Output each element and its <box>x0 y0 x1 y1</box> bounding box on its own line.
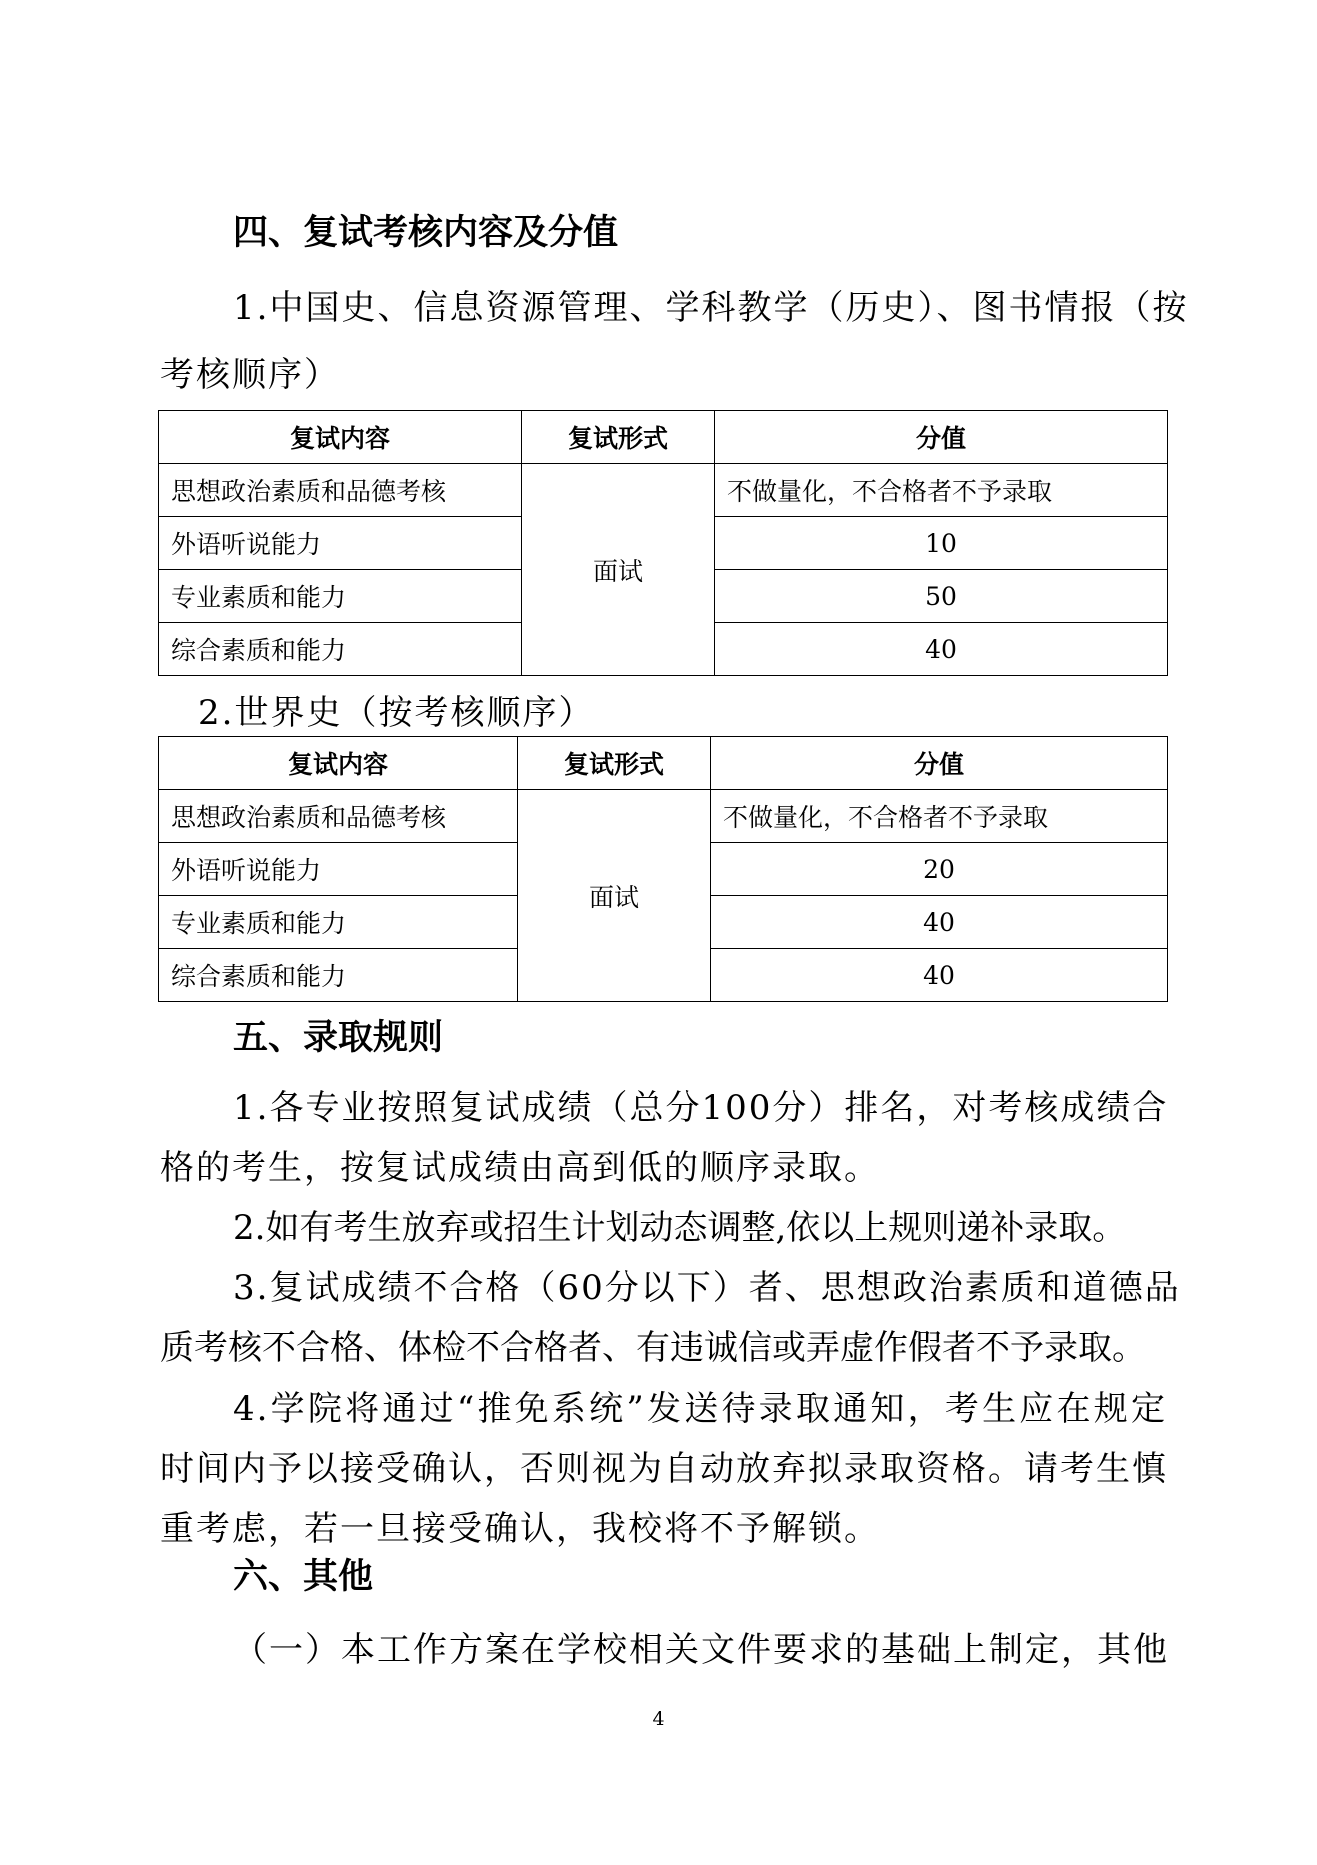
row-score: 40 <box>715 623 1168 676</box>
row-score: 10 <box>715 517 1168 570</box>
rule-4-line-2: 时间内予以接受确认，否则视为自动放弃拟录取资格。请考生慎 <box>160 1449 1168 1489</box>
score-table-1 <box>158 410 1168 676</box>
row-score: 40 <box>711 896 1168 949</box>
table-row <box>159 464 1168 517</box>
table-header-row <box>159 411 1168 464</box>
item-1-line-2: 考核顺序） <box>160 355 340 395</box>
score-table-2 <box>158 736 1168 1002</box>
page-number: 4 <box>652 1708 665 1730</box>
section-6-heading: 六、其他 <box>233 1557 374 1597</box>
rule-3-line-1: 3.复试成绩不合格（60分以下）者、思想政治素质和道德品 <box>233 1268 1181 1308</box>
row-content: 综合素质和能力 <box>159 949 518 1002</box>
header-form: 复试形式 <box>518 737 711 790</box>
header-form: 复试形式 <box>522 411 715 464</box>
rule-4-line-3: 重考虑，若一旦接受确认，我校将不予解锁。 <box>160 1509 880 1549</box>
row-score: 50 <box>715 570 1168 623</box>
rule-1-line-1: 1.各专业按照复试成绩（总分100分）排名，对考核成绩合 <box>233 1088 1169 1128</box>
row-content: 专业素质和能力 <box>159 570 522 623</box>
row-content: 综合素质和能力 <box>159 623 522 676</box>
table-header-row <box>159 737 1168 790</box>
row-score: 不做量化，不合格者不予录取 <box>711 790 1168 843</box>
row-content: 思想政治素质和品德考核 <box>159 790 518 843</box>
rule-1-line-2: 格的考生，按复试成绩由高到低的顺序录取。 <box>160 1148 880 1188</box>
row-score: 40 <box>711 949 1168 1002</box>
other-1-line-1: （一）本工作方案在学校相关文件要求的基础上制定，其他 <box>233 1630 1169 1670</box>
form-cell: 面试 <box>522 464 715 676</box>
form-cell: 面试 <box>518 790 711 1002</box>
item-1-line-1: 1.中国史、信息资源管理、学科教学（历史）、图书情报（按 <box>233 288 1189 328</box>
row-content: 专业素质和能力 <box>159 896 518 949</box>
rule-2-line-1: 2.如有考生放弃或招生计划动态调整,依以上规则递补录取。 <box>233 1208 1127 1248</box>
item-2-line: 2.世界史（按考核顺序） <box>198 693 595 733</box>
row-score: 不做量化，不合格者不予录取 <box>715 464 1168 517</box>
header-score: 分值 <box>715 411 1168 464</box>
header-content: 复试内容 <box>159 411 522 464</box>
row-score: 20 <box>711 843 1168 896</box>
header-score: 分值 <box>711 737 1168 790</box>
header-content: 复试内容 <box>159 737 518 790</box>
row-content: 外语听说能力 <box>159 843 518 896</box>
rule-4-line-1: 4.学院将通过“推免系统”发送待录取通知，考生应在规定 <box>233 1389 1167 1429</box>
row-content: 思想政治素质和品德考核 <box>159 464 522 517</box>
table-row <box>159 790 1168 843</box>
rule-3-line-2: 质考核不合格、体检不合格者、有违诚信或弄虚作假者不予录取。 <box>160 1328 1146 1368</box>
section-4-heading: 四、复试考核内容及分值 <box>233 213 619 253</box>
row-content: 外语听说能力 <box>159 517 522 570</box>
section-5-heading: 五、录取规则 <box>233 1018 444 1058</box>
